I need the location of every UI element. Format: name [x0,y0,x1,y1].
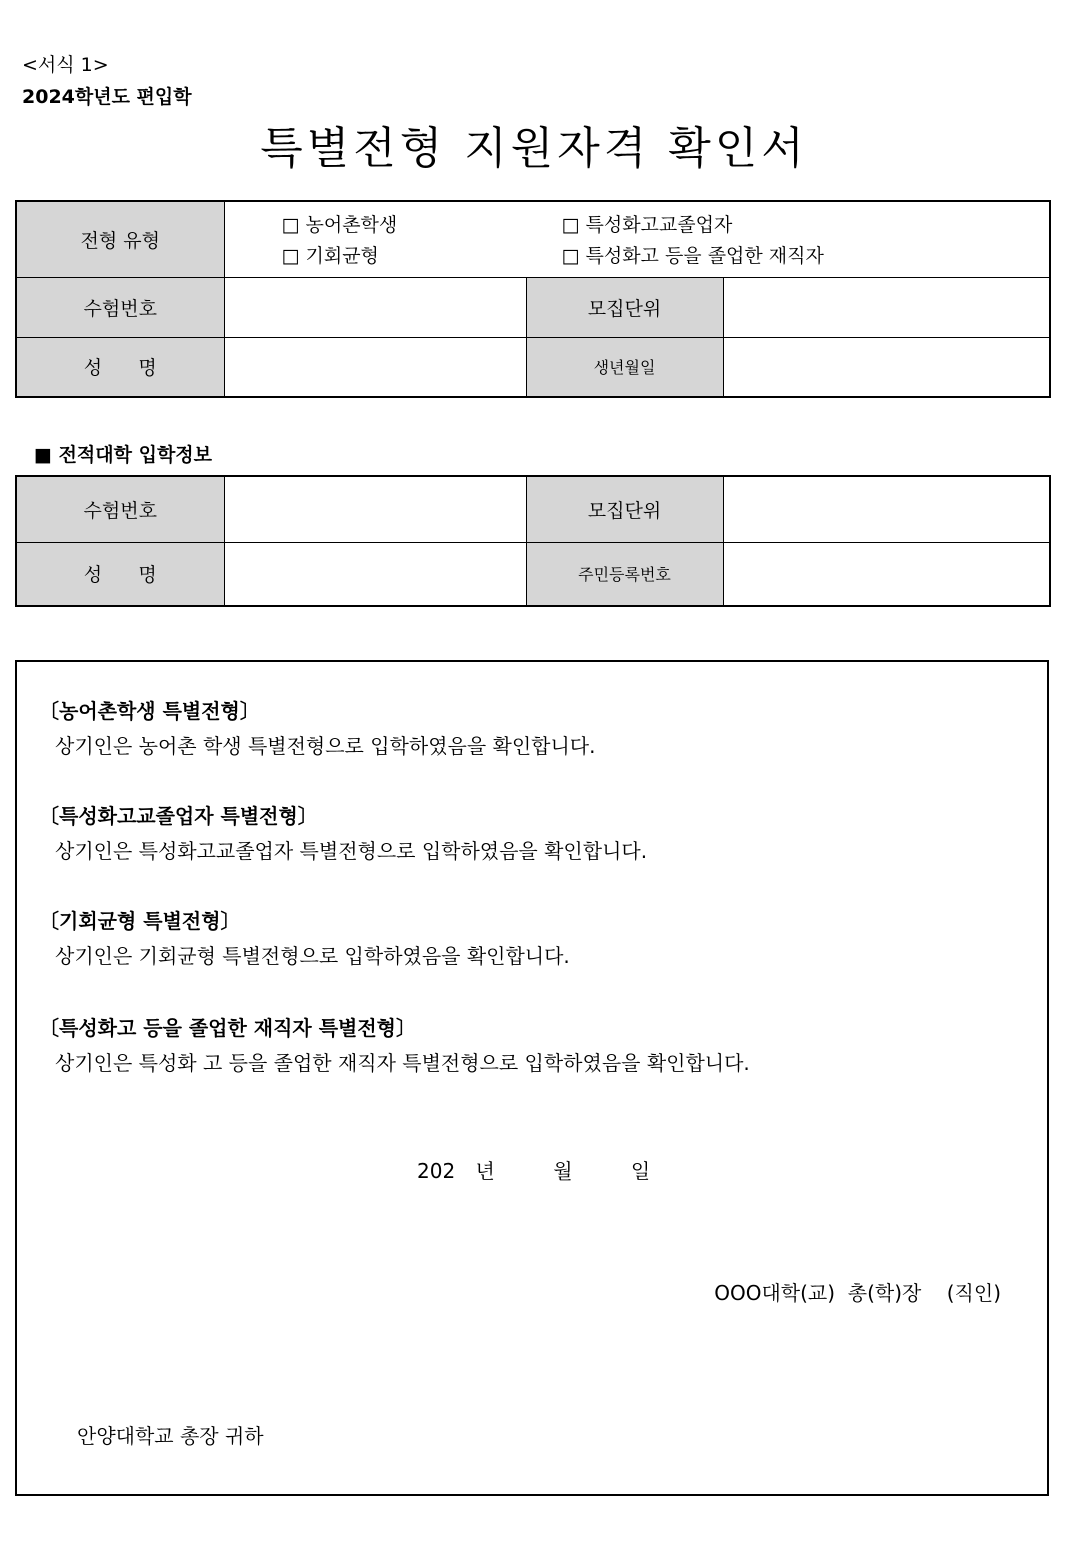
confirmation-text: 상기인은 특성화 고 등을 졸업한 재직자 특별전형으로 입학하였음을 확인합니다. [55,1051,750,1075]
recruit-unit-field[interactable] [723,277,1050,337]
confirmation-block-employed [39,1012,750,1076]
confirmation-heading: 〔기회균형 특별전형〕 [39,909,241,933]
birthdate-label: 생년월일 [526,337,723,397]
academic-year: 2024학년도 편입학 [22,86,192,108]
date-year[interactable]: 202 [417,1159,456,1183]
prior-recruit-unit-label: 모집단위 [526,476,723,542]
prior-exam-number-field[interactable] [224,476,526,542]
type-option-employed[interactable]: □ 특성화고 등을 졸업한 재직자 [561,245,824,268]
confirmation-text: 상기인은 특성화고교졸업자 특별전형으로 입학하였음을 확인합니다. [55,839,648,863]
confirmation-block-vocational [39,800,647,864]
name-label: 성 명 [16,337,224,397]
confirmation-heading: 〔특성화고 등을 졸업한 재직자 특별전형〕 [39,1016,416,1040]
page-title: 특별전형 지원자격 확인서 [260,123,808,174]
prior-name-field[interactable] [224,542,526,606]
admission-type-options [224,201,1050,277]
exam-number-field[interactable] [224,277,526,337]
applicant-table [15,200,1051,398]
exam-number-label: 수험번호 [16,277,224,337]
confirmation-text: 상기인은 농어촌 학생 특별전형으로 입학하였음을 확인합니다. [55,734,596,758]
recruit-unit-label: 모집단위 [526,277,723,337]
signature-line: OOO대학(교) 총(학)장 (직인) [714,1281,1001,1305]
confirmation-box [15,660,1049,1496]
type-option-rural[interactable]: □ 농어촌학생 [281,214,398,237]
confirmation-block-rural [39,695,595,759]
resident-number-label: 주민등록번호 [526,542,723,606]
prior-college-section-title: ■ 전적대학 입학정보 [34,444,213,466]
confirmation-block-opportunity [39,905,570,969]
resident-number-field[interactable] [723,542,1050,606]
confirmation-text: 상기인은 기회균형 특별전형으로 입학하였음을 확인합니다. [55,944,570,968]
date-day-unit: 일 [630,1159,651,1183]
prior-recruit-unit-field[interactable] [723,476,1050,542]
name-field[interactable] [224,337,526,397]
birthdate-field[interactable] [723,337,1050,397]
issue-date [417,1155,650,1184]
form-number: <서식 1> [22,54,109,76]
confirmation-heading: 〔농어촌학생 특별전형〕 [39,699,260,723]
type-option-vocational[interactable]: □ 특성화고교졸업자 [561,214,733,237]
prior-college-table [15,475,1051,607]
date-month-unit: 월 [553,1159,573,1183]
type-option-opportunity[interactable]: □ 기회균형 [281,245,379,268]
date-year-unit: 년 [475,1159,495,1183]
confirmation-heading: 〔특성화고교졸업자 특별전형〕 [39,804,318,828]
addressee: 안양대학교 총장 귀하 [77,1424,264,1448]
prior-exam-number-label: 수험번호 [16,476,224,542]
admission-type-label: 전형 유형 [16,201,224,277]
prior-name-label: 성 명 [16,542,224,606]
